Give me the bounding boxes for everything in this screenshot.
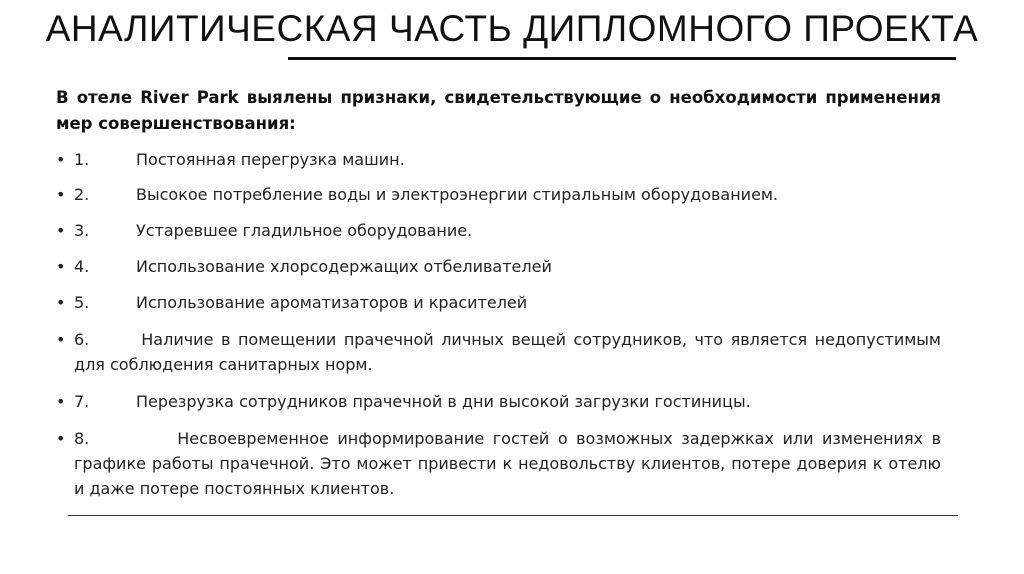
intro-paragraph: В отеле River Park выялены признаки, свидетельствующие о необходимости применения мер совершенствования: [56,88,941,133]
bullet: • [56,330,66,349]
item-text: Высокое потребление воды и электроэнергии стиральным оборудованием. [136,185,779,204]
item-number: 1. [74,150,90,169]
item-text: Перезрузка сотрудников прачечной в дни высокой загрузки гостиницы. [136,392,751,411]
bullet: • [56,392,66,411]
bullet: • [56,429,66,448]
slide-title: АНАЛИТИЧЕСКАЯ ЧАСТЬ ДИПЛОМНОГО ПРОЕКТА [45,8,979,49]
item-text: 6. Наличие в помещении прачечной личных вещей сотрудников, что является недопустимым для соблюдения санитарных норм. [74,330,941,374]
item-text: Устаревшее гладильное оборудование. [136,221,473,240]
item-number: 7. [74,392,90,411]
title-underline [288,57,956,60]
bullet: • [56,221,66,240]
item-number: 3. [74,221,90,240]
item-text: Постоянная перегрузка машин. [136,150,405,169]
item-text: Использование хлорсодержащих отбеливателей [136,257,552,276]
bullet: • [56,293,66,312]
item-number: 2. [74,185,90,204]
item-text: 8. Несвоевременное информирование гостей о возможных задержках или изменениях в графике работы прачечной. Это может привести к недовольству клиентов, потере доверия к отелю и даже потере постоянных клиентов. [74,429,941,498]
item-number: 8. [74,429,90,448]
item-text: Использование ароматизаторов и красителей [136,293,528,312]
item-number: 6. [74,330,90,349]
bottom-divider [68,515,958,516]
item-number: 5. [74,293,90,312]
item-number: 4. [74,257,90,276]
bullet: • [56,150,66,169]
bullet: • [56,185,66,204]
bullet: • [56,257,66,276]
